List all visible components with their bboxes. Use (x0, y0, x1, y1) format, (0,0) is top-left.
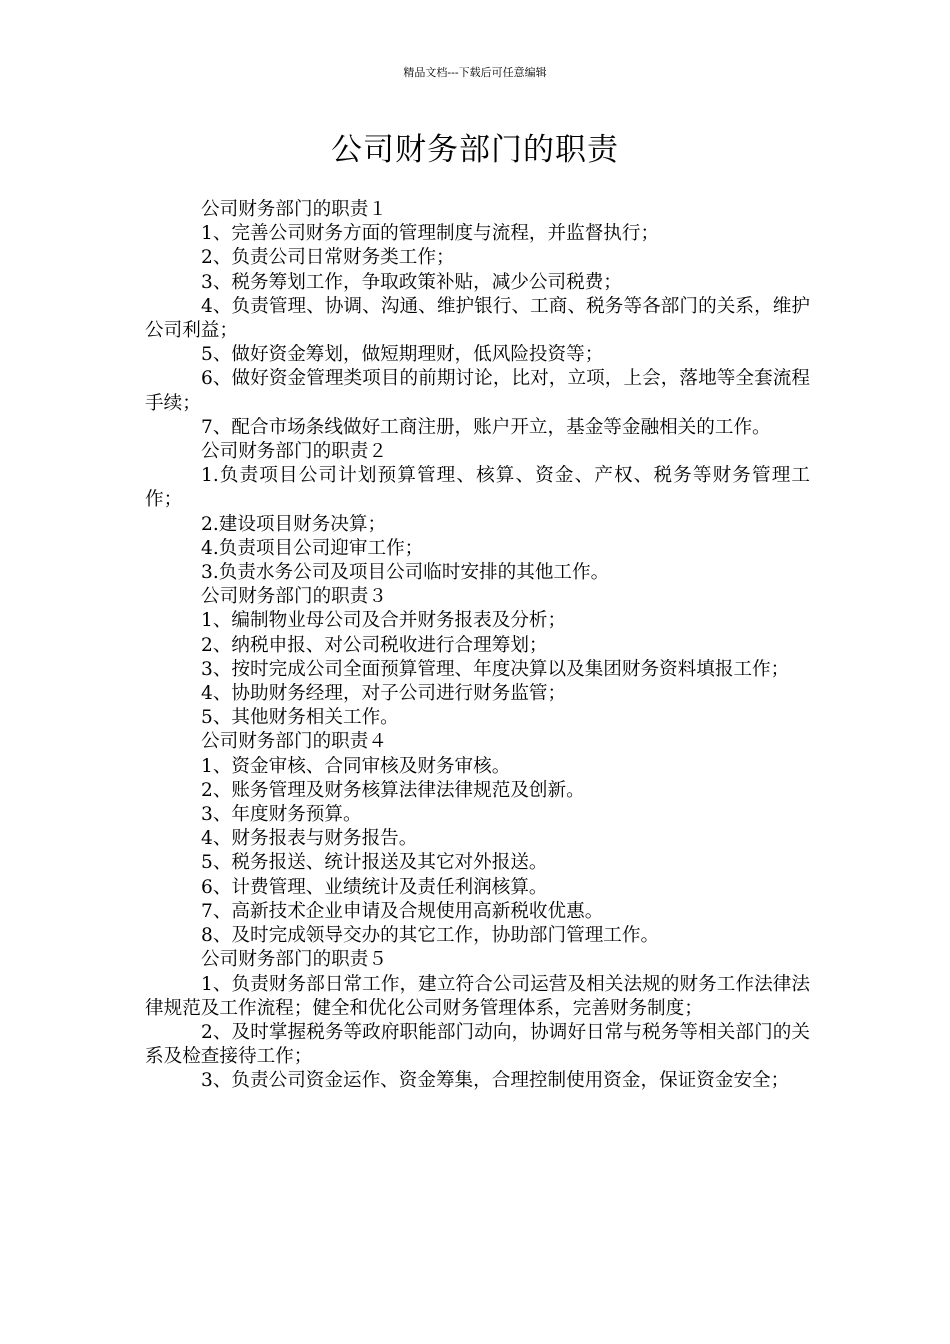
section-heading: 公司财务部门的职责３ (201, 586, 387, 608)
paragraph: 2.建设项目财务决算； (201, 513, 387, 535)
paragraph: 1、完善公司财务方面的管理制度与流程，并监督执行； (201, 223, 660, 245)
paragraph: 3.负责水务公司及项目公司临时安排的其他工作。 (201, 562, 610, 584)
paragraph: 7、高新技术企业申请及合规使用高新税收优惠。 (201, 900, 604, 922)
document-title: 公司财务部门的职责 (331, 132, 619, 168)
paragraph: 3、年度财务预算。 (201, 804, 362, 826)
paragraph: 6、计费管理、业绩统计及责任利润核算。 (201, 876, 548, 898)
paragraph: 6、做好资金管理类项目的前期讨论，比对，立项，上会，落地等全套流程手续； (145, 368, 810, 414)
paragraph: 2、及时掌握税务等政府职能部门动向，协调好日常与税务等相关部门的关系及检查接待工作； (145, 1021, 810, 1068)
section-heading: 公司财务部门的职责２ (201, 441, 387, 463)
paragraph: 1、资金审核、合同审核及财务审核。 (201, 755, 511, 777)
paragraph: 4、财务报表与财务报告。 (201, 828, 418, 850)
paragraph: 7、配合市场条线做好工商注册，账户开立，基金等金融相关的工作。 (201, 416, 771, 438)
paragraph: 5、其他财务相关工作。 (201, 707, 399, 729)
paragraph: 4.负责项目公司迎审工作； (201, 537, 424, 559)
paragraph: 8、及时完成领导交办的其它工作，协助部门管理工作。 (201, 925, 660, 947)
paragraph: 4、负责管理、协调、沟通、维护银行、工商、税务等各部门的关系，维护公司利益； (145, 295, 810, 342)
paragraph: 2、纳税申报、对公司税收进行合理筹划； (201, 634, 548, 656)
header-note: 精品文档---下载后可任意编辑 (403, 66, 547, 79)
section-heading: 公司财务部门的职责５ (201, 949, 387, 971)
paragraph: 3、按时完成公司全面预算管理、年度决算以及集团财务资料填报工作； (201, 658, 790, 680)
paragraph: 5、税务报送、统计报送及其它对外报送。 (201, 852, 548, 874)
section-heading: 公司财务部门的职责１ (201, 199, 387, 220)
paragraph: 3、负责公司资金运作、资金筹集，合理控制使用资金，保证资金安全； (201, 1070, 790, 1092)
paragraph: 1.负责项目公司计划预算管理、核算、资金、产权、税务等财务管理工作； (145, 465, 810, 511)
paragraph: 4、协助财务经理，对子公司进行财务监管； (201, 683, 567, 705)
document-body (145, 198, 810, 1094)
paragraph: 5、做好资金筹划，做短期理财，低风险投资等； (201, 344, 604, 366)
paragraph: 1、负责财务部日常工作，建立符合公司运营及相关法规的财务工作法律法律规范及工作流程；健全和优化公司财务管理体系，完善财务制度； (145, 973, 810, 1019)
paragraph: 3、税务筹划工作，争取政策补贴，减少公司税费； (201, 271, 622, 293)
paragraph: 2、负责公司日常财务类工作； (201, 247, 455, 269)
paragraph: 1、编制物业母公司及合并财务报表及分析； (201, 610, 567, 632)
section-heading: 公司财务部门的职责４ (201, 731, 387, 753)
paragraph: 2、账务管理及财务核算法律法律规范及创新。 (201, 779, 585, 801)
